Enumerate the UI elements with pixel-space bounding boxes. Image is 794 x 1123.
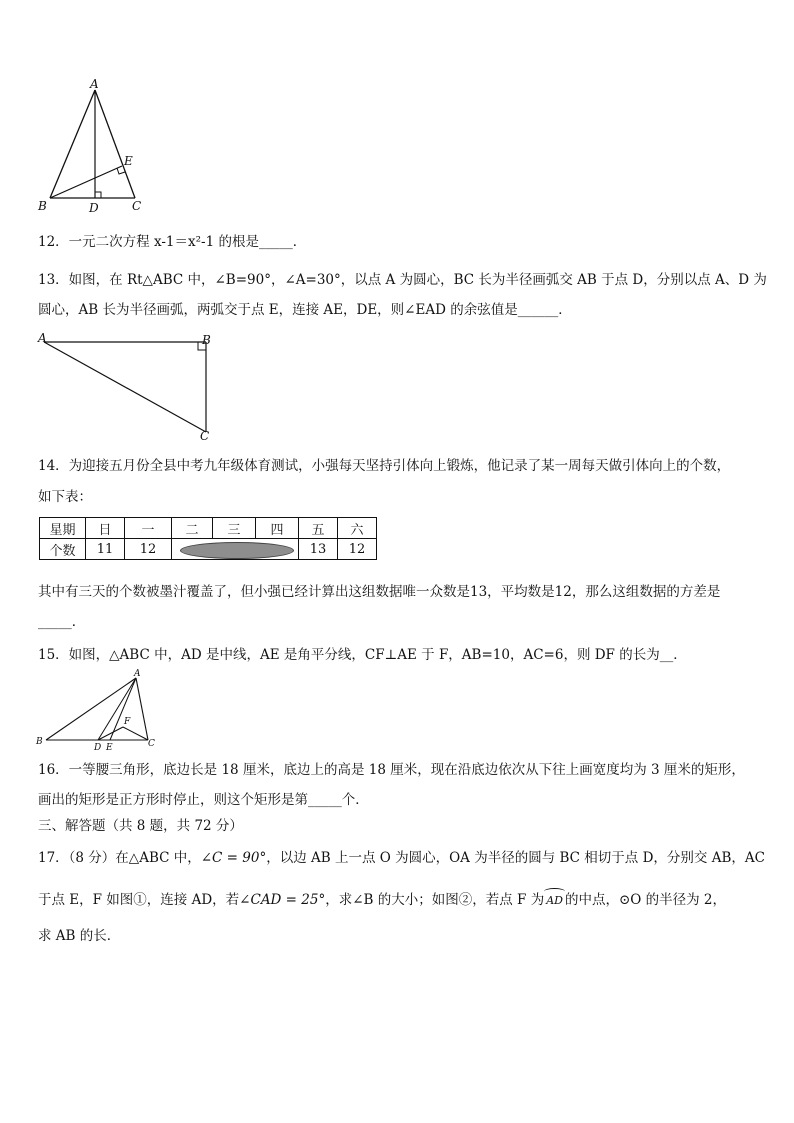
q17-text: ，求∠B 的大小；如图②，若点 F 为	[325, 892, 545, 908]
question-15-line1: 15．如图，△ABC 中，AD 是中线，AE 是角平分线，CF⊥AE 于 F，AB=10，AC=6，则 DF 的长为__．	[38, 647, 687, 663]
question-14-line3: 其中有三天的个数被墨汁覆盖了，但小强已经计算出这组数据唯一众数是13，平均数是12，那么这组数据的方差是	[38, 584, 721, 600]
question-14-line4: _____．	[38, 614, 86, 630]
table-cell: 二	[172, 518, 213, 539]
table-cell: 星期	[40, 518, 86, 539]
q17-text: 17．（8 分）在△ABC 中，	[38, 850, 201, 866]
table-row	[40, 518, 377, 539]
label-C: C	[132, 199, 142, 213]
figure-right-triangle-abc	[36, 332, 216, 444]
question-14-line1: 14．为迎接五月份全县中考九年级体育测试，小强每天坚持引体向上锻炼，他记录了某一周每天做引体向上的个数，	[38, 458, 731, 474]
q17-math-angle-cad: ∠CAD = 25°	[239, 892, 326, 908]
table-cell: 三	[213, 518, 256, 539]
label-B: B	[202, 333, 211, 347]
table-cell: 个数	[40, 539, 86, 560]
question-14-line2: 如下表：	[38, 489, 92, 505]
table-cell: 11	[86, 539, 125, 560]
table-cell: 五	[299, 518, 338, 539]
q17-text: 的中点，⊙O 的半径为 2，	[564, 892, 727, 908]
question-17-line2	[38, 890, 758, 911]
table-row	[40, 539, 377, 560]
table-cell: 一	[125, 518, 172, 539]
label-E: E	[124, 154, 133, 168]
table-cell: 四	[256, 518, 299, 539]
label-B: B	[36, 737, 43, 747]
q17-arc-ad	[544, 891, 565, 911]
figure-triangle-abc-de	[30, 78, 160, 218]
label-D: D	[94, 743, 102, 750]
label-A: A	[134, 669, 141, 679]
q17-text: ，以边 AB 上一点 O 为圆心，OA 为半径的圆与 BC 相切于点 D，分别交 AB，AC	[266, 850, 765, 866]
table-cell: 13	[299, 539, 338, 560]
ink-blot	[180, 542, 294, 559]
question-13-line2: 圆心，AB 长为半径画弧，两弧交于点 E，连接 AE，DE，则∠EAD 的余弦值是______．	[38, 302, 572, 318]
question-16-line2: 画出的矩形是正方形时停止，则这个矩形是第_____个．	[38, 792, 369, 808]
ink-blot-cell	[172, 539, 299, 560]
pullup-table	[39, 517, 377, 560]
label-A: A	[38, 332, 47, 345]
table-cell: 12	[338, 539, 377, 560]
question-16-line1: 16．一等腰三角形，底边长是 18 厘米，底边上的高是 18 厘米，现在沿底边依次从下往上画宽度均为 3 厘米的矩形，	[38, 762, 745, 778]
figure-triangle-adef	[34, 668, 164, 750]
q17-text: 于点 E，F 如图①，连接 AD，若	[38, 892, 240, 908]
label-E: E	[106, 743, 113, 750]
label-A: A	[90, 78, 99, 91]
arc-label: AD	[546, 894, 563, 907]
label-F: F	[124, 717, 131, 727]
label-D: D	[89, 201, 99, 215]
arc-symbol	[544, 888, 565, 895]
q17-math-angle-c: ∠C = 90°	[200, 850, 267, 866]
table-cell: 日	[86, 518, 125, 539]
question-12: 12．一元二次方程 x-1＝x²-1 的根是_____．	[38, 234, 307, 250]
label-B: B	[38, 199, 47, 213]
table-cell: 12	[125, 539, 172, 560]
question-17-line3: 求 AB 的长．	[38, 928, 121, 944]
table-cell: 六	[338, 518, 377, 539]
section-title: 三、解答题（共 8 题，共 72 分）	[38, 818, 243, 834]
question-13-line1: 13．如图，在 Rt△ABC 中，∠B=90°，∠A=30°，以点 A 为圆心，BC 长为半径画弧交 AB 于点 D，分别以点 A、D 为	[38, 272, 767, 288]
question-17-line1	[38, 848, 765, 868]
label-C: C	[200, 429, 210, 443]
label-C: C	[148, 739, 155, 749]
